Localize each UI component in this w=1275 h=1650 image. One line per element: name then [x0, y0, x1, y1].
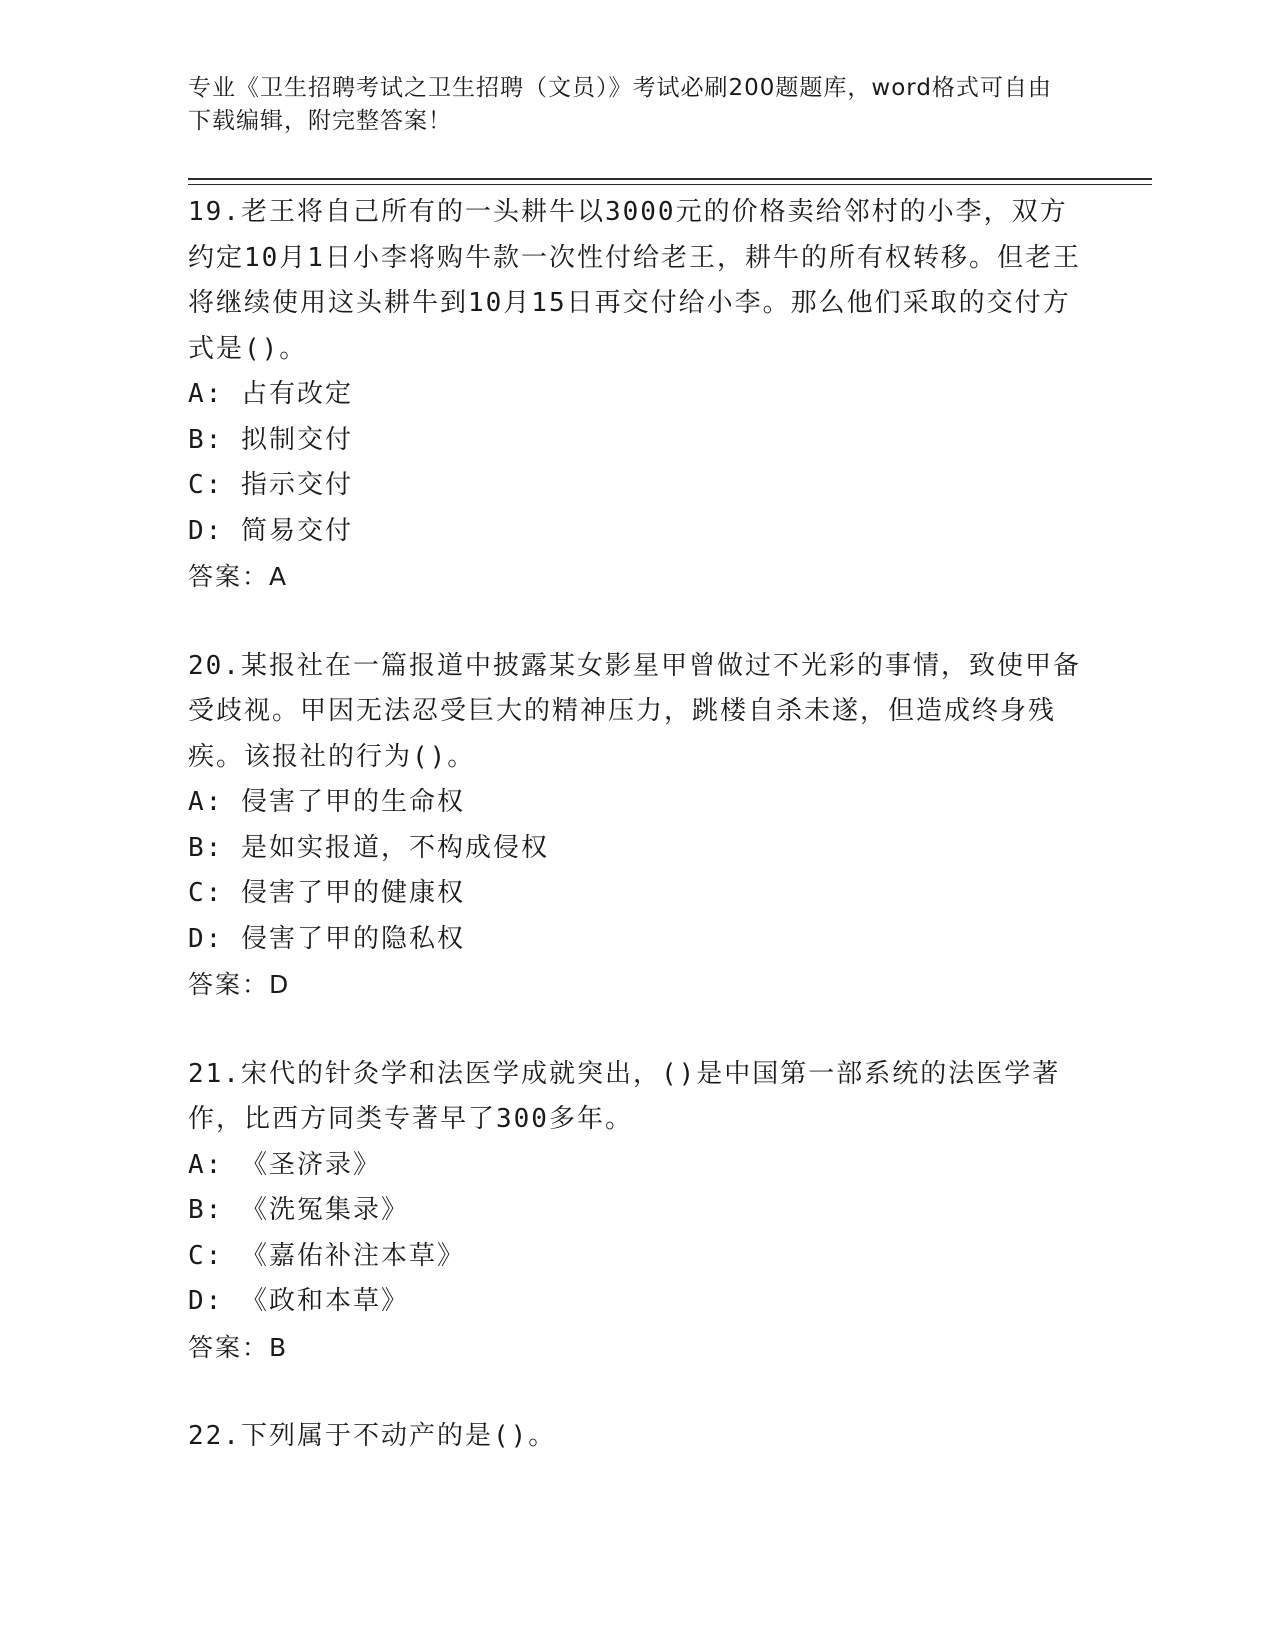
- question-21: [188, 1052, 1088, 1371]
- question-stem: 22.下列属于不动产的是()。: [188, 1421, 557, 1451]
- document-header: 专业《卫生招聘考试之卫生招聘（文员）》考试必刷200题题库，word格式可自由下载编辑，附完整答案！: [188, 75, 1052, 134]
- header-divider-thick: [188, 178, 1152, 180]
- option-b: B: 拟制交付: [188, 424, 353, 455]
- question-22: [188, 1414, 1088, 1460]
- option-b: B: 《洗冤集录》: [188, 1195, 409, 1225]
- option-a: A: 占有改定: [188, 379, 353, 409]
- question-19: [188, 190, 1088, 600]
- option-c: C: 《嘉佑补注本草》: [188, 1240, 465, 1271]
- question-stem: 20.某报社在一篇报道中披露某女影星甲曾做过不光彩的事情，致使甲备受歧视。甲因无法忍受巨大的精神压力，跳楼自杀未遂，但造成终身残疾。该报社的行为()。: [188, 650, 1081, 772]
- question-list: [188, 190, 1088, 1504]
- option-d: D: 简易交付: [188, 515, 353, 546]
- question-20: [188, 644, 1088, 1008]
- answer-line: 答案：D: [188, 970, 291, 999]
- option-d: D: 《政和本草》: [188, 1286, 409, 1316]
- header-divider-thin: [188, 184, 1152, 185]
- question-stem: 19.老王将自己所有的一头耕牛以3000元的价格卖给邻村的小李，双方约定10月1日小李将购牛款一次性付给老王，耕牛的所有权转移。但老王将继续使用这头耕牛到10月15日再交付给小李。那么他们采取的交付方式是()。: [188, 197, 1081, 364]
- answer-line: 答案：A: [188, 562, 289, 591]
- option-b: B: 是如实报道，不构成侵权: [188, 832, 549, 863]
- option-c: C: 侵害了甲的健康权: [188, 878, 465, 908]
- answer-line: 答案：B: [188, 1332, 289, 1362]
- option-c: C: 指示交付: [188, 470, 353, 500]
- option-a: A: 侵害了甲的生命权: [188, 787, 465, 817]
- option-a: A: 《圣济录》: [188, 1149, 381, 1180]
- question-stem: 21.宋代的针灸学和法医学成就突出，()是中国第一部系统的法医学著作，比西方同类专著早了300多年。: [188, 1058, 1061, 1134]
- option-d: D: 侵害了甲的隐私权: [188, 923, 465, 954]
